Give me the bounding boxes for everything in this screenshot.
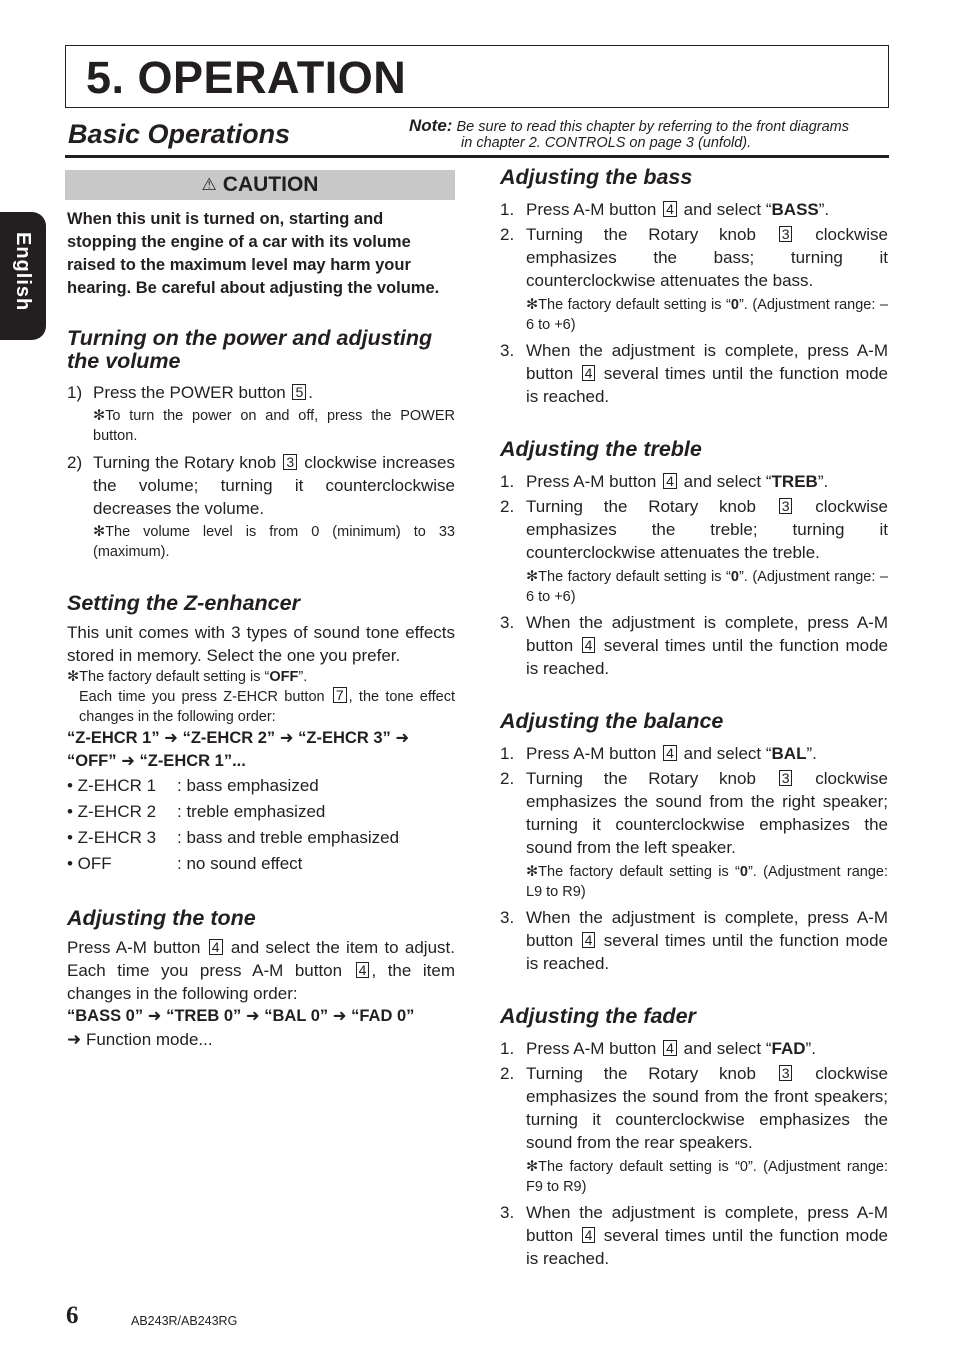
step-text: Press A-M button <box>526 472 662 491</box>
step-text: . <box>308 383 313 402</box>
note-text: ”. (Adjustment range: L9 to R9) <box>526 864 888 900</box>
mode-name: • Z-EHCR 1 <box>67 776 157 795</box>
bass-heading: Adjusting the bass <box>500 165 693 189</box>
balance-step-2 <box>500 767 888 859</box>
setting-value: BAL <box>771 744 807 763</box>
tone-order: “BASS 0” ➜ “TREB 0” ➜ “BAL 0” ➜ “FAD 0” <box>67 1007 415 1025</box>
tone-heading: Adjusting the tone <box>67 906 256 930</box>
right-column <box>500 166 888 1270</box>
step-text: ”. <box>806 744 817 763</box>
note-text: ”. <box>298 669 308 685</box>
page-number: 6 <box>66 1302 79 1329</box>
step-number: 1. <box>500 472 515 491</box>
fader-step-1 <box>500 1037 888 1060</box>
mode-desc: : bass emphasized <box>177 776 319 795</box>
power-step-1 <box>67 381 455 404</box>
power-step-2 <box>67 451 455 520</box>
power-heading: Turning on the power and adjusting the volume <box>67 326 433 373</box>
left-column <box>67 170 455 1051</box>
step-text: Turning the Rotary knob <box>93 453 282 472</box>
step-text: and select “ <box>678 472 772 491</box>
mode-row <box>67 799 455 825</box>
step-text: Turning the Rotary knob <box>526 1064 777 1083</box>
power-note-1: ✻To turn the power on and off, press the POWER button. <box>93 408 455 444</box>
am-button-key: 4 <box>663 473 677 489</box>
step-text: When the adjustment is complete, press A-M button <box>526 613 888 655</box>
zenhancer-mode-list <box>67 773 455 877</box>
zenhancer-order: “Z-EHCR 1” ➜ “Z-EHCR 2” ➜ “Z-EHCR 3” ➜ “OFF” ➜ “Z-EHCR 1”... <box>67 729 410 770</box>
balance-step-3 <box>500 906 888 975</box>
step-text: several times until the function mode is reached. <box>526 1226 888 1268</box>
am-button-key: 4 <box>582 365 596 381</box>
step-number: 1. <box>500 744 515 763</box>
caution-title: CAUTION <box>222 173 319 196</box>
note-text: ”. (Adjustment range: –6 to +6) <box>526 297 888 333</box>
power-note-2: ✻The volume level is from 0 (minimum) to 33 (maximum). <box>93 524 455 560</box>
note-text: , the tone effect changes in the following order: <box>79 689 455 725</box>
step-text: ”. <box>805 1039 816 1058</box>
model-number: AB243R/AB243RG <box>131 1314 238 1328</box>
fader-step-3 <box>500 1201 888 1270</box>
setting-value: TREB <box>771 472 818 491</box>
mode-name: • Z-EHCR 3 <box>67 828 157 847</box>
note-label: Note: <box>409 116 453 135</box>
mode-row <box>67 773 455 799</box>
step-text: clockwise increases the volume; turning it counterclockwise decreases the volume. <box>93 453 455 518</box>
note-value: 0 <box>739 864 748 880</box>
tone-text-part: Press A-M button <box>67 938 207 957</box>
step-text: several times until the function mode is reached. <box>526 364 888 406</box>
step-text: Press the POWER button <box>93 383 291 402</box>
step-number: 2. <box>500 497 515 516</box>
note-line-2: in chapter 2. CONTROLS on page 3 (unfold). <box>461 135 752 151</box>
header-rule <box>65 155 889 158</box>
bass-step-1 <box>500 198 888 221</box>
power-button-key: 5 <box>292 384 306 400</box>
section-title: Basic Operations <box>68 119 291 149</box>
note-value: 0 <box>730 297 739 313</box>
step-text: ”. <box>817 472 829 491</box>
rotary-knob-key: 3 <box>283 454 297 470</box>
treble-step-2 <box>500 495 888 564</box>
warning-triangle-icon: ⚠ <box>201 175 217 194</box>
zenhancer-note-1 <box>67 667 455 687</box>
language-tab <box>0 212 46 340</box>
step-text: Press A-M button <box>526 1039 662 1058</box>
am-button-key: 4 <box>356 962 370 978</box>
fader-heading: Adjusting the fader <box>500 1004 696 1028</box>
step-text: Press A-M button <box>526 200 662 219</box>
rotary-knob-key: 3 <box>779 226 793 242</box>
mode-row <box>67 851 455 877</box>
am-button-key: 4 <box>582 1227 596 1243</box>
step-text: Turning the Rotary knob <box>526 225 777 244</box>
note-line-1: Be sure to read this chapter by referring to the front diagrams <box>456 119 849 135</box>
step-text: several times until the function mode is reached. <box>526 636 888 678</box>
tone-text-part: and select the item to adjust. Each time you press A-M button <box>67 938 455 980</box>
step-number: 3. <box>500 1203 515 1222</box>
step-number: 1. <box>500 200 515 219</box>
note-value: OFF <box>269 669 299 685</box>
note-text: ✻The factory default setting is “ <box>526 569 731 585</box>
step-text: clockwise emphasizes the sound from the front speakers; turning it counterclockwise emphasizes the sound from the rear speakers. <box>526 1064 889 1152</box>
note-text: ✻The factory default setting is “ <box>526 864 740 880</box>
step-number: 2) <box>67 453 83 472</box>
am-button-key: 4 <box>663 201 677 217</box>
note-text: ✻The factory default setting is “ <box>526 297 731 313</box>
step-text: and select “ <box>678 200 772 219</box>
treble-heading: Adjusting the treble <box>500 437 702 461</box>
mode-desc: : no sound effect <box>177 854 303 873</box>
step-text: Press A-M button <box>526 744 662 763</box>
note <box>409 118 889 151</box>
step-number: 3. <box>500 613 515 632</box>
treble-note <box>500 567 888 607</box>
step-number: 2. <box>500 769 515 788</box>
balance-note <box>500 862 888 902</box>
am-button-key: 4 <box>582 932 596 948</box>
step-text: and select “ <box>678 1039 772 1058</box>
step-text: When the adjustment is complete, press A-M button <box>526 341 888 383</box>
zenhancer-heading: Setting the Z-enhancer <box>67 591 300 615</box>
step-text: clockwise emphasizes the sound from the right speaker; turning it counterclockwise emphasizes the sound from the left speaker. <box>526 769 889 857</box>
am-button-key: 4 <box>582 637 596 653</box>
bass-note <box>500 295 888 335</box>
step-number: 1. <box>500 1039 515 1058</box>
step-text: Turning the Rotary knob <box>526 769 777 788</box>
chapter-title: 5. OPERATION <box>86 52 407 103</box>
balance-step-1 <box>500 742 888 765</box>
rotary-knob-key: 3 <box>779 498 793 514</box>
treble-step-1 <box>500 470 888 493</box>
step-text: several times until the function mode is reached. <box>526 931 888 973</box>
step-number: 3. <box>500 908 515 927</box>
zenhancer-note-2 <box>67 687 455 727</box>
mode-desc: : treble emphasized <box>177 802 326 821</box>
zenhancer-intro: This unit comes with 3 types of sound tone effects stored in memory. Select the one you prefer. <box>67 623 455 665</box>
tone-text-part: , the item changes in the following order: <box>67 961 456 1003</box>
mode-name: • Z-EHCR 2 <box>67 802 157 821</box>
fader-step-2 <box>500 1062 888 1154</box>
caution-text: When this unit is turned on, starting and stopping the engine of a car with its volume raised to the maximum level may harm your hearing. Be careful about adjusting the volume. <box>67 210 440 297</box>
note-value: 0 <box>730 569 739 585</box>
am-button-key: 4 <box>663 1040 677 1056</box>
bass-step-2 <box>500 223 888 292</box>
step-number: 3. <box>500 341 515 360</box>
caution-banner <box>65 170 455 200</box>
step-number: 2. <box>500 1064 515 1083</box>
mode-row <box>67 825 455 851</box>
step-text: and select “ <box>678 744 772 763</box>
step-text: Turning the Rotary knob <box>526 497 777 516</box>
step-text: When the adjustment is complete, press A-M button <box>526 908 888 950</box>
am-button-key: 4 <box>209 939 223 955</box>
tone-order-end: ➜ Function mode... <box>67 1030 213 1049</box>
note-text: ”. (Adjustment range: –6 to +6) <box>526 569 888 605</box>
fader-note: ✻The factory default setting is “0”. (Adjustment range: F9 to R9) <box>526 1159 888 1195</box>
step-text: clockwise emphasizes the treble; turning it counterclockwise attenuates the treble. <box>526 497 889 562</box>
chapter-header-box <box>65 45 889 108</box>
note-text: ✻The factory default setting is “ <box>67 669 270 685</box>
step-text: clockwise emphasizes the bass; turning it counterclockwise attenuates the bass. <box>526 225 889 290</box>
step-text: ”. <box>818 200 830 219</box>
balance-heading: Adjusting the balance <box>500 709 724 733</box>
rotary-knob-key: 3 <box>779 770 793 786</box>
language-tab-label: English <box>12 232 34 312</box>
step-number: 1) <box>67 383 83 402</box>
am-button-key: 4 <box>663 745 677 761</box>
setting-value: FAD <box>771 1039 806 1058</box>
tone-text <box>67 936 455 1005</box>
step-text: When the adjustment is complete, press A-M button <box>526 1203 888 1245</box>
mode-desc: : bass and treble emphasized <box>177 828 400 847</box>
note-text: Each time you press Z-EHCR button <box>79 689 331 705</box>
zehcr-button-key: 7 <box>333 687 347 703</box>
mode-name: • OFF <box>67 854 112 873</box>
setting-value: BASS <box>771 200 819 219</box>
rotary-knob-key: 3 <box>779 1065 793 1081</box>
treble-step-3 <box>500 611 888 680</box>
bass-step-3 <box>500 339 888 408</box>
step-number: 2. <box>500 225 515 244</box>
